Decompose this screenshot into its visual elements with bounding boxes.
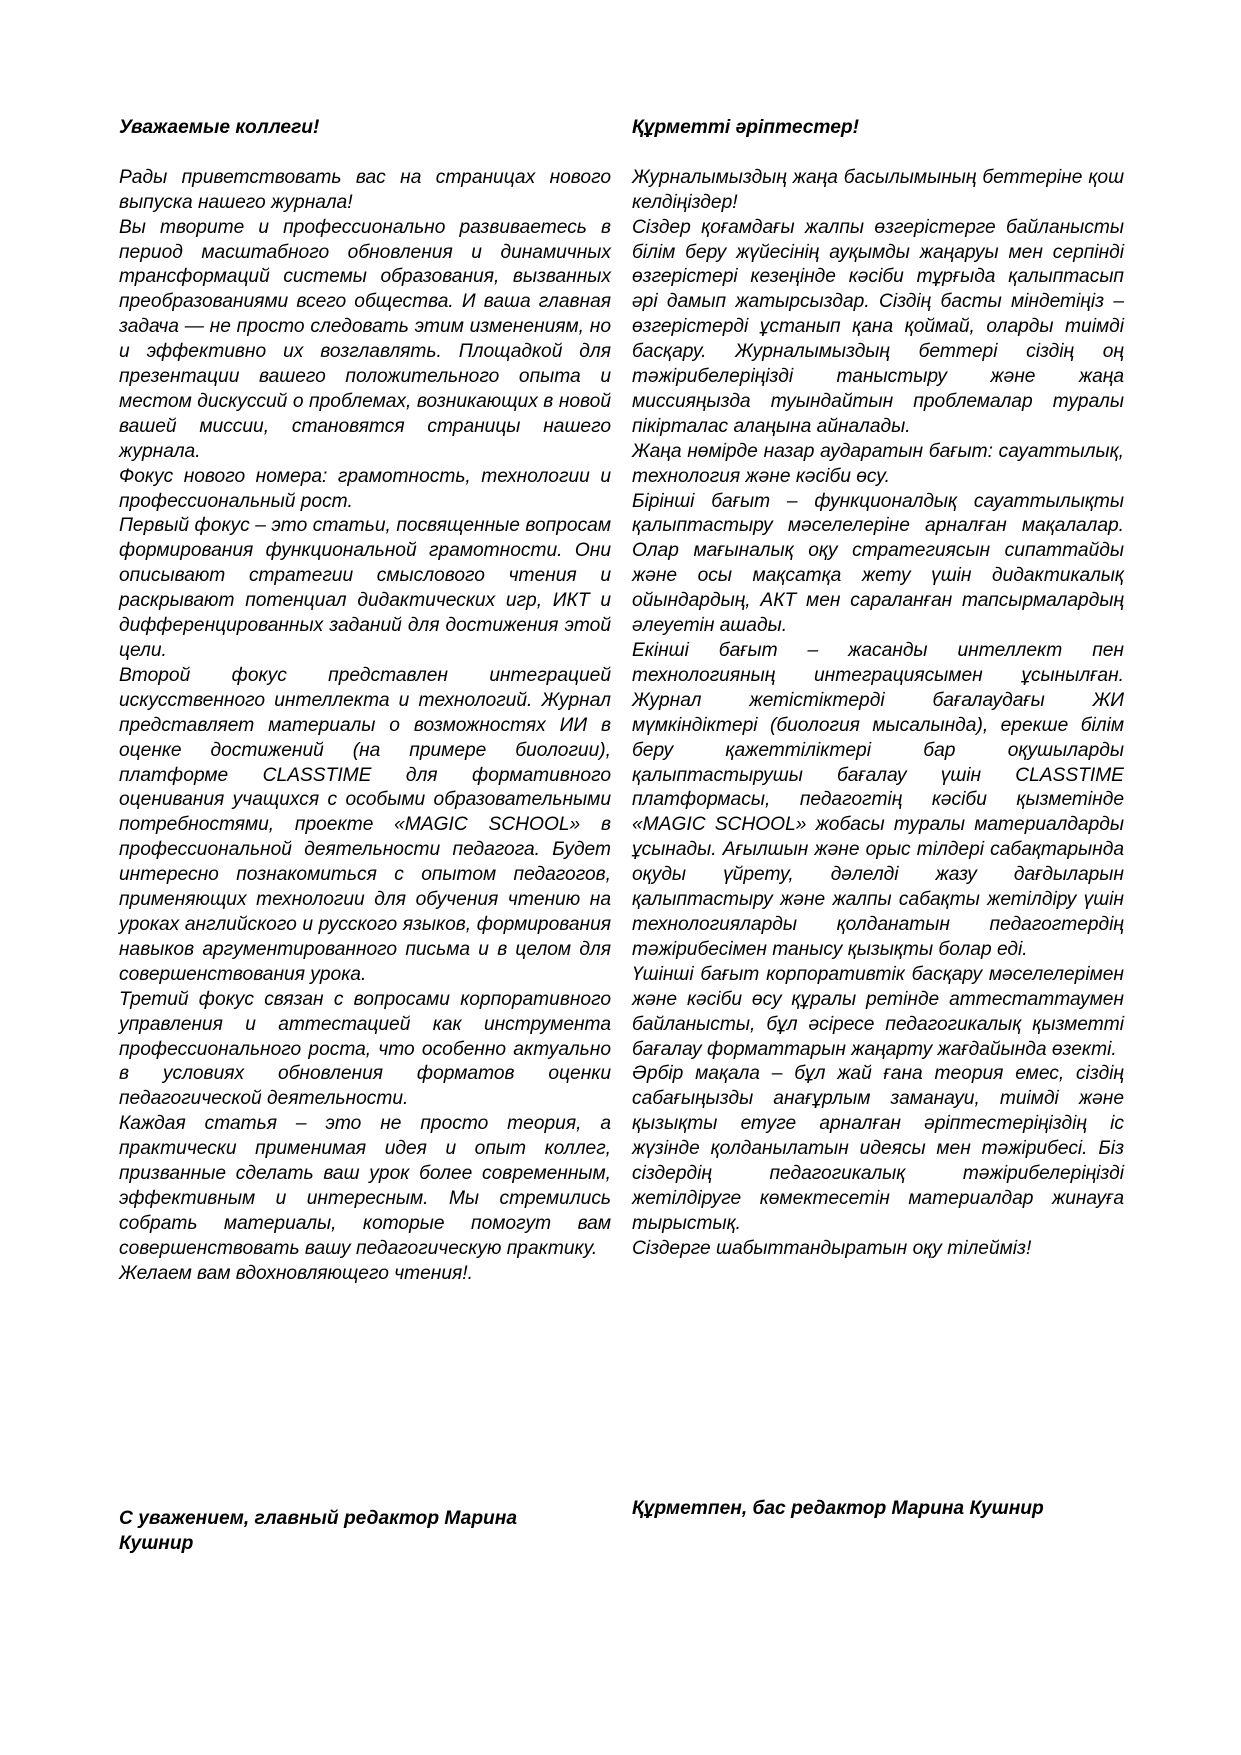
russian-column	[119, 116, 611, 1287]
russian-body	[119, 166, 611, 1287]
kazakh-signature: Құрметпен, бас редактор Марина Кушнир	[632, 1498, 1044, 1519]
russian-paragraph: Рады приветствовать вас на страницах нового выпуска нашего журнала!	[119, 166, 611, 213]
kazakh-greeting: Құрметті әріптестер!	[632, 117, 859, 138]
russian-paragraph: Вы творите и профессионально развиваетесь в период масштабного обновления и динамичных трансформаций системы образования, вызванных преобразованиями всего общества. И ваша главная задача — не просто следовать этим изменениям, но и эффективно их возглавлять. Площадкой для презентации вашего положительного опыта и местом дискуссий о проблемах, возникающих в новой вашей миссии, становятся страницы нашего журнала.	[119, 216, 611, 462]
russian-greeting: Уважаемые коллеги!	[119, 117, 320, 138]
russian-paragraph: Первый фокус – это статьи, посвященные вопросам формирования функциональной грамотности. Они описывают стратегии смыслового чтения и раскрывают потенциал дидактических игр, ИКТ и дифференцированных заданий для достижения этой цели.	[119, 515, 611, 662]
russian-paragraph: Второй фокус представлен интеграцией искусственного интеллекта и технологий. Журнал представляет материалы о возможностях ИИ в оценке достижений (на примере биологии), платформе CLASSTIME для формативного оценивания учащихся с особыми образовательными потребностями, проекте «MAGIC SCHOOL» в профессиональной деятельности педагога. Будет интересно познакомиться с опытом педагогов, применяющих технологии для обучения чтению на уроках английского и русского языков, формирования навыков аргументированного письма и в целом для совершенствования урока.	[119, 664, 611, 985]
russian-signature: С уважением, главный редактор Марина Кушнир	[119, 1508, 518, 1554]
russian-paragraph: Каждая статья – это не просто теория, а практически применимая идея и опыт коллег, призванные сделать ваш урок более современным, эффективным и интересным. Мы стремились собрать материалы, которые помогут вам совершенствовать вашу педагогическую практику.	[119, 1113, 611, 1259]
kazakh-paragraph: Сіздер қоғамдағы жалпы өзгерістерге байланысты білім беру жүйесінің ауқымды жаңаруы мен серпінді өзгерістері кезеңінде кәсіби тұрғыда қалыптасып әрі дамып жатырсыздар. Сіздің басты міндетіңіз – өзгерістерді ұстанып қана қоймай, оларды тиімді басқару. Журналымыздың беттері сіздің оң тәжірибелеріңізді таныстыру және жаңа миссияңызда туындайтын проблемалар туралы пікірталас алаңына айналады.	[632, 216, 1124, 437]
russian-paragraph: Третий фокус связан с вопросами корпоративного управления и аттестацией как инструмента профессионального роста, что особенно актуально в условиях обновления форматов оценки педагогической деятельности.	[119, 988, 611, 1110]
kazakh-paragraph: Жаңа нөмірде назар аударатын бағыт: сауаттылық, технология және кәсіби өсу.	[632, 440, 1124, 487]
kazakh-paragraph: Екінші бағыт – жасанды интеллект пен технологияның интеграциясымен ұсынылған. Журнал жетістіктерді бағалаудағы ЖИ мүмкіндіктері (биология мысалында), ерекше білім беру қажеттіліктері бар оқушыларды қалыптастырушы бағалау үшін CLASSTIME платформасы, педагогтің кәсіби қызметінде «MAGIC SCHOOL» жобасы туралы материалдарды ұсынады. Ағылшын және орыс тілдері сабақтарында оқуды үйрету, дәлелді жазу дағдыларын қалыптастыру және жалпы сабақты жетілдіру үшін технологияларды қолданатын педагогтердің тәжірибесімен танысу қызықты болар еді.	[632, 640, 1124, 960]
kazakh-paragraph: Сіздерге шабыттандыратын оқу тілейміз!	[632, 1237, 1032, 1259]
kazakh-paragraph: Журналымыздың жаңа басылымының беттеріне қош келдіңіздер!	[632, 166, 1124, 213]
kazakh-body	[632, 166, 1124, 1262]
russian-paragraph: Фокус нового номера: грамотность, технологии и профессиональный рост.	[119, 465, 611, 512]
kazakh-paragraph: Әрбір мақала – бұл жай ғана теория емес, сіздің сабағыңызды анағұрлым заманауи, тиімді және қызықты етуге арналған әріптестеріңіздің іс жүзінде қолданылатын идеясы мен тәжірибесі. Біз сіздердің педагогикалық тәжірибелеріңізді жетілдіруге көмектесетін материалдар жинауға тырыстық.	[632, 1063, 1124, 1234]
kazakh-column	[632, 116, 1124, 1262]
kazakh-paragraph: Бірінші бағыт – функционалдық сауаттылықты қалыптастыру мәселелеріне арналған мақалалар. Олар мағыналық оқу стратегиясын сипаттайды және осы мақсатқа жету үшін дидактикалық ойындардың, АКТ мен сараланған тапсырмалардың әлеуетін ашады.	[632, 490, 1124, 637]
russian-paragraph: Желаем вам вдохновляющего чтения!.	[119, 1262, 473, 1284]
kazakh-paragraph: Үшінші бағыт корпоративтік басқару мәселелерімен және кәсіби өсу құралы ретінде аттестаттаумен байланысты, бұл әсіресе педагогикалық қызметті бағалау форматтарын жаңарту жағдайында өзекті.	[632, 963, 1124, 1060]
